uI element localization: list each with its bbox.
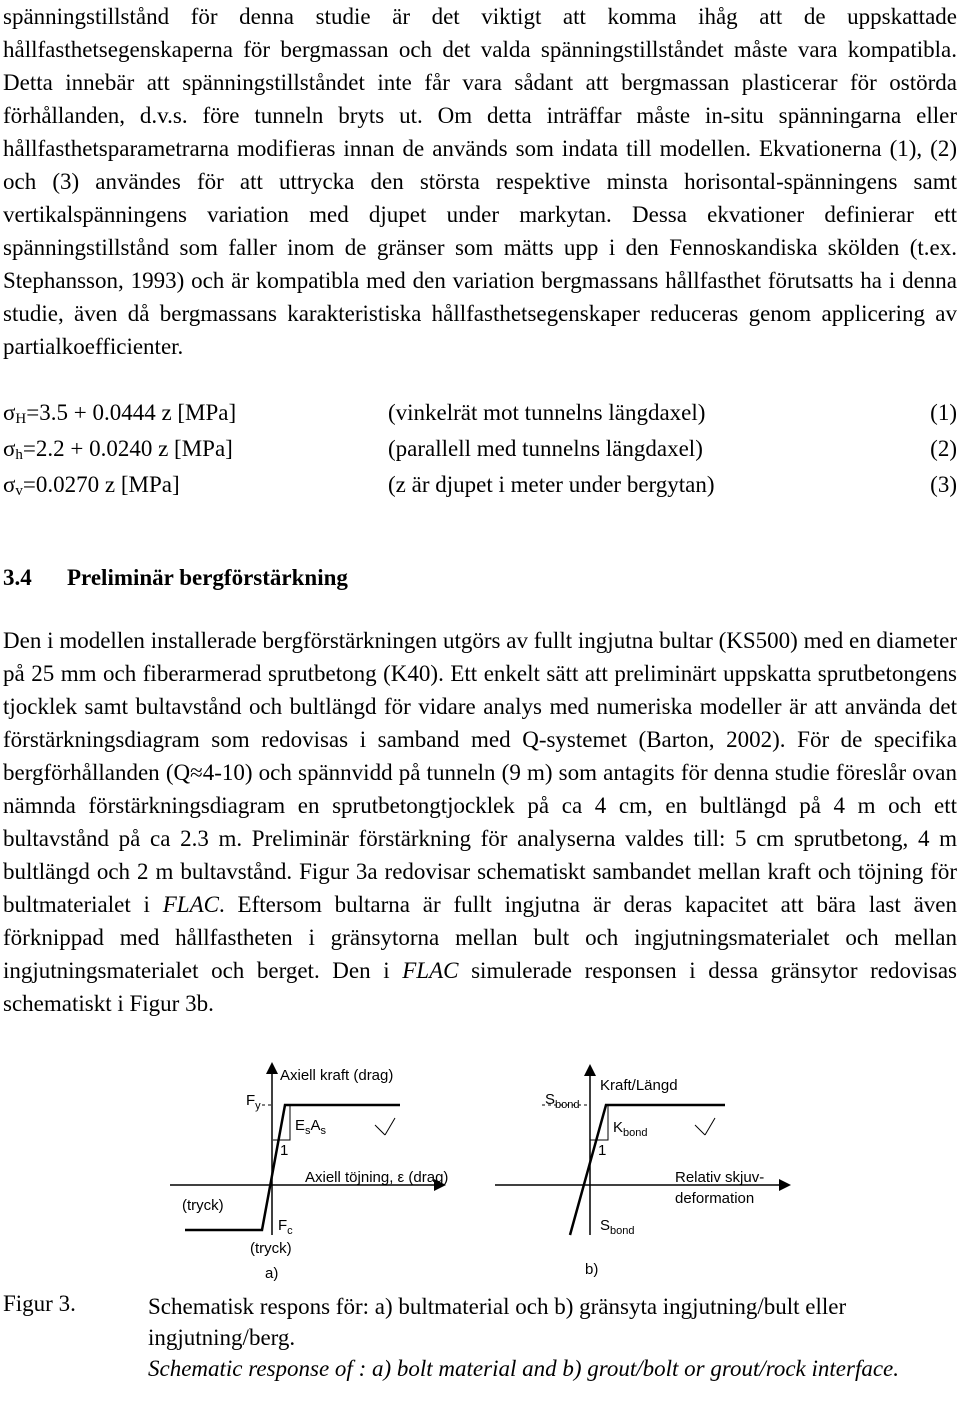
panel-b xyxy=(495,1070,785,1278)
paragraph-text: 4-10) och spännvidd på tunneln (9 m) som antagits för denna studie föreslår ovan nämnda förstärkningsdiagram en sprutbetongtjocklek på ca 4 cm, en bultlängd på 4 m och ett bultavstånd på ca 2.3 m. Preliminär förstärkning för analyserna valdes till: 5 cm sprutbetong, 4 m bultlängd och 2 m bultavstånd. Figur 3a redovisar schematiskt sambandet mellan kraft och töjning för bultmaterialet i xyxy=(3,760,957,917)
paragraph-text: simulerade responsen i dessa gränsytor redovisas schematiskt i Figur 3b. xyxy=(3,958,957,1016)
k-bond-label: $K_{bond}$ xyxy=(613,1119,648,1139)
equation-description: (z är djupet i meter under bergytan) xyxy=(388,472,715,497)
slope-label: $E_sA_s$ xyxy=(295,1117,327,1137)
equation-block xyxy=(3,400,957,508)
equation-number: (3) xyxy=(930,472,957,497)
fc-label: $F_c$ xyxy=(278,1217,293,1237)
equation-rhs: =0.0270 z [MPa] xyxy=(22,472,180,497)
equation-number: (2) xyxy=(930,436,957,461)
equation-2 xyxy=(3,436,957,472)
x-axis-label: Axiell töjning, ε (drag) xyxy=(305,1169,449,1186)
figure-3 xyxy=(170,1060,800,1285)
equation-symbol: σ xyxy=(3,400,16,425)
equation-subscript: h xyxy=(15,447,23,463)
x-axis-label: Relativ skjuv- xyxy=(675,1169,765,1186)
equation-symbol: σ xyxy=(3,436,16,461)
compression-label: (tryck) xyxy=(182,1197,224,1214)
equation-number: (1) xyxy=(930,400,957,425)
s-bond-bottom: $S_{bond}$ xyxy=(600,1217,635,1237)
equation-description: (parallell med tunnelns längdaxel) xyxy=(388,436,703,461)
equation-rhs: =3.5 + 0.0444 z [MPa] xyxy=(26,400,237,425)
y-axis-label: Axiell kraft (drag) xyxy=(280,1067,394,1084)
figure-diagram xyxy=(170,1060,800,1285)
y-axis-label: Kraft/Längd xyxy=(600,1077,678,1094)
panel-a-label: a) xyxy=(265,1265,279,1282)
body-paragraph-1: spänningstillstånd för denna studie är det viktigt att komma ihåg att de uppskattade hållfasthetsegenskaperna för bergmassan och det valda spänningstillståndet måste vara kompatibla. Detta innebär att spänningstillståndet inte får vara sådant att bergmassan plasticerar för ostörda förhållanden, d.v.s. före tunneln bryts ut. Om detta inträffar måste in-situ spänningarna eller hållfasthetsparametrarna modifieras innan de används som indata till modellen. Ekvationerna (1), (2) och (3) användes för att uttrycka den största respektive minsta horisontal-spänningens samt vertikalspänningens variation med djupet under markytan. Dessa ekvationer definierar ett spänningstillstånd som faller inom de gränser som mätts upp i den Fennoskandiska skölden (t.ex. Stephansson, 1993) och är kompatibla med den variation bergmassans hållfasthet förutsatts ha i denna studie, även då bergmassans karakteristiska hållfasthetsegenskaper reduceras genom applicering av partialkoefficienter. xyxy=(3,4,957,359)
equation-3 xyxy=(3,472,957,508)
section-title: Preliminär bergförstärkning xyxy=(67,565,348,590)
slope-one: 1 xyxy=(280,1142,289,1159)
panel-b-label: b) xyxy=(585,1261,599,1278)
figure-caption xyxy=(148,1291,958,1384)
section-number: 3.4 xyxy=(3,565,32,590)
software-name: FLAC xyxy=(162,892,219,917)
caption-swedish: Schematisk respons för: a) bultmaterial och b) gränsyta ingjutning/bult eller ingjutning/berg. xyxy=(148,1294,847,1350)
approx-symbol: ≈ xyxy=(190,760,203,785)
panel-a xyxy=(170,1067,448,1282)
equation-rhs: =2.2 + 0.0240 z [MPa] xyxy=(22,436,233,461)
software-name: FLAC xyxy=(402,958,459,983)
equation-subscript: H xyxy=(15,411,27,427)
fy-label: $F_y$ xyxy=(246,1092,261,1112)
equation-subscript: v xyxy=(15,483,23,499)
fc-compression-label: (tryck) xyxy=(250,1240,292,1257)
section-heading xyxy=(3,565,348,591)
x-axis-label: deformation xyxy=(675,1190,755,1207)
paragraph-text: Den i modellen installerade bergförstärkningen utgörs av fullt ingjutna bultar (KS500) med en diameter på 25 mm och fiberarmerad sprutbetong (K40). Ett enkelt sätt att preliminärt uppskatta sprutbetongens tjocklek samt bultavstånd och bultlängd för vidare analys med numeriska modeller är att använda det förstärkningsdiagram som redovisas i samband med Q-systemet (Barton, 2002). För de specifika bergförhållanden (Q xyxy=(3,628,957,785)
body-paragraph-2 xyxy=(3,624,957,1020)
s-bond-top: $S_{bond}$ xyxy=(545,1091,580,1111)
figure-caption-label: Figur 3. xyxy=(3,1291,76,1316)
slope-one: 1 xyxy=(598,1142,607,1159)
equation-description: (vinkelrät mot tunnelns längdaxel) xyxy=(388,400,706,425)
equation-symbol: σ xyxy=(3,472,16,497)
equation-1 xyxy=(3,400,957,436)
paragraph-text: . Eftersom bultarna är fullt ingjutna är deras kapacitet att bära last även förknippad med hållfastheten i gränsytorna mellan bult och ingjutningsmaterialet och mellan ingjutningsmaterialet och berget. Den i xyxy=(3,892,957,983)
caption-english: Schematic response of : a) bolt material and b) grout/bolt or grout/rock interface. xyxy=(148,1356,900,1381)
